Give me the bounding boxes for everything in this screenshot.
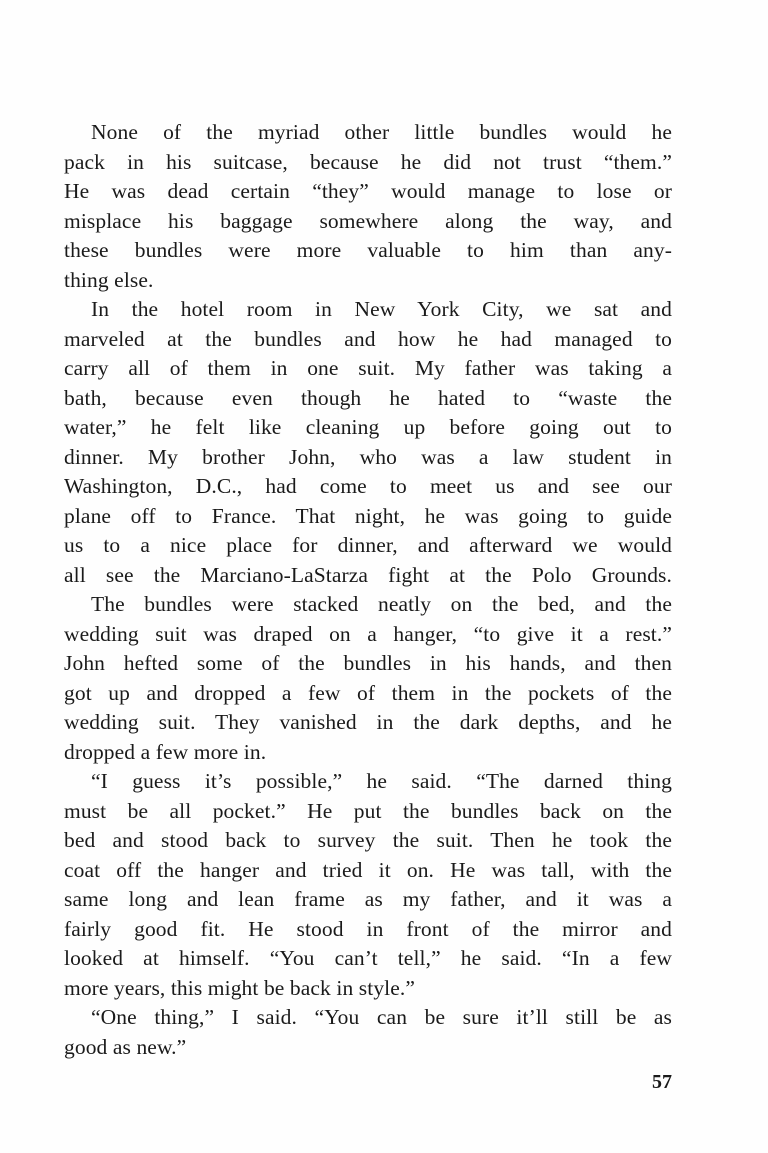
text-line: bath, because even though he hated to “waste the [64,385,672,410]
text-line: wedding suit was draped on a hanger, “to give it a rest.” [64,621,672,646]
text-line: water,” he felt like cleaning up before going out to [64,415,672,439]
text-line: must be all pocket.” He put the bundles back on the [64,798,672,823]
text-line: same long and lean frame as my father, and it was a [64,887,672,911]
text-line: all see the Marciano-LaStarza fight at the Polo Grounds. [64,562,672,587]
text-line: wedding suit. They vanished in the dark depths, and he [64,710,672,734]
text-line: coat off the hanger and tried it on. He was tall, with the [64,857,672,882]
text-line: He was dead certain “they” would manage to lose or [64,179,672,203]
text-line: us to a nice place for dinner, and afterward we would [64,533,672,557]
text-line: The bundles were stacked neatly on the bed, and the [91,592,672,616]
text-line: plane off to France. That night, he was going to guide [64,503,672,528]
text-line: these bundles were more valuable to him than any- [64,238,672,262]
text-line: thing else. [64,267,154,292]
text-line: pack in his suitcase, because he did not trust “them.” [64,149,672,174]
text-line: dinner. My brother John, who was a law student in [64,444,672,469]
text-line: carry all of them in one suit. My father was taking a [64,356,672,380]
text-line: Washington, D.C., had come to meet us and see our [64,474,672,498]
text-line: good as new.” [64,1034,187,1059]
text-line: In the hotel room in New York City, we sat and [91,297,672,321]
text-line: more years, this might be back in style.” [64,975,415,1000]
text-line: “I guess it’s possible,” he said. “The darned thing [91,769,672,793]
text-line: John hefted some of the bundles in his hands, and then [64,651,672,675]
text-line: marveled at the bundles and how he had managed to [64,326,672,351]
text-line: misplace his baggage somewhere along the way, and [64,208,672,233]
text-line: “One thing,” I said. “You can be sure it’ll still be as [91,1005,672,1029]
text-line: bed and stood back to survey the suit. Then he took the [64,828,672,852]
body-text [64,118,672,1062]
text-line: got up and dropped a few of them in the pockets of the [64,680,672,705]
text-line: None of the myriad other little bundles would he [91,120,672,144]
page-number: 57 [652,1071,672,1093]
text-line: dropped a few more in. [64,739,267,764]
text-line: fairly good fit. He stood in front of the mirror and [64,916,672,941]
text-line: looked at himself. “You can’t tell,” he said. “In a few [64,946,672,970]
